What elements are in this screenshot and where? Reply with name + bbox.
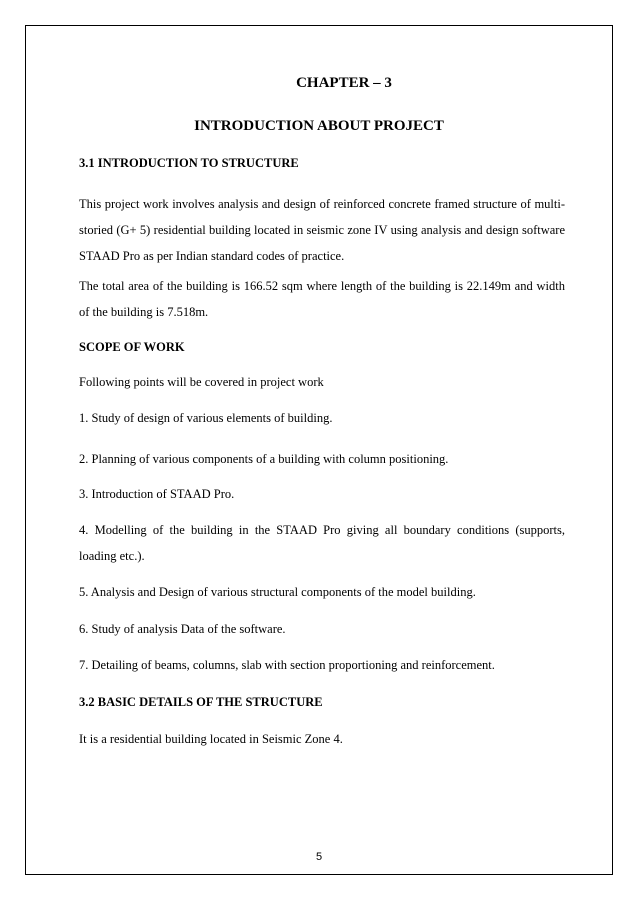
scope-item-3: 3. Introduction of STAAD Pro. <box>79 487 235 501</box>
page-title <box>0 118 638 135</box>
page-title-text: INTRODUCTION ABOUT PROJECT <box>194 118 444 134</box>
chapter-heading-text: CHAPTER – 3 <box>296 75 392 91</box>
scope-item-1: 1. Study of design of various elements of building. <box>79 411 333 425</box>
scope-heading: SCOPE OF WORK <box>79 340 185 354</box>
scope-item-5: 5. Analysis and Design of various structural components of the model building. <box>79 585 476 599</box>
scope-item-4: 4. Modelling of the building in the STAAD Pro giving all boundary conditions (supports, loading etc.). <box>79 523 565 563</box>
section-3-1-paragraph-1: This project work involves analysis and design of reinforced concrete framed structure of multi-storied (G+ 5) residential building located in seismic zone IV using analysis and design software STAAD Pro as per Indian standard codes of practice. <box>79 197 565 263</box>
scope-item-2: 2. Planning of various components of a building with column positioning. <box>79 452 449 466</box>
page-number: 5 <box>315 851 323 863</box>
section-3-2-heading: 3.2 BASIC DETAILS OF THE STRUCTURE <box>79 695 323 709</box>
section-3-1-paragraph-2: The total area of the building is 166.52 sqm where length of the building is 22.149m and width of the building is 7.518m. <box>79 279 565 319</box>
scope-item-7: 7. Detailing of beams, columns, slab with section proportioning and reinforcement. <box>79 658 495 672</box>
scope-item-6: 6. Study of analysis Data of the software. <box>79 622 286 636</box>
scope-intro: Following points will be covered in project work <box>79 375 324 389</box>
section-3-1-heading: 3.1 INTRODUCTION TO STRUCTURE <box>79 156 299 170</box>
section-3-2-paragraph: It is a residential building located in Seismic Zone 4. <box>79 732 343 746</box>
chapter-heading <box>0 75 638 92</box>
